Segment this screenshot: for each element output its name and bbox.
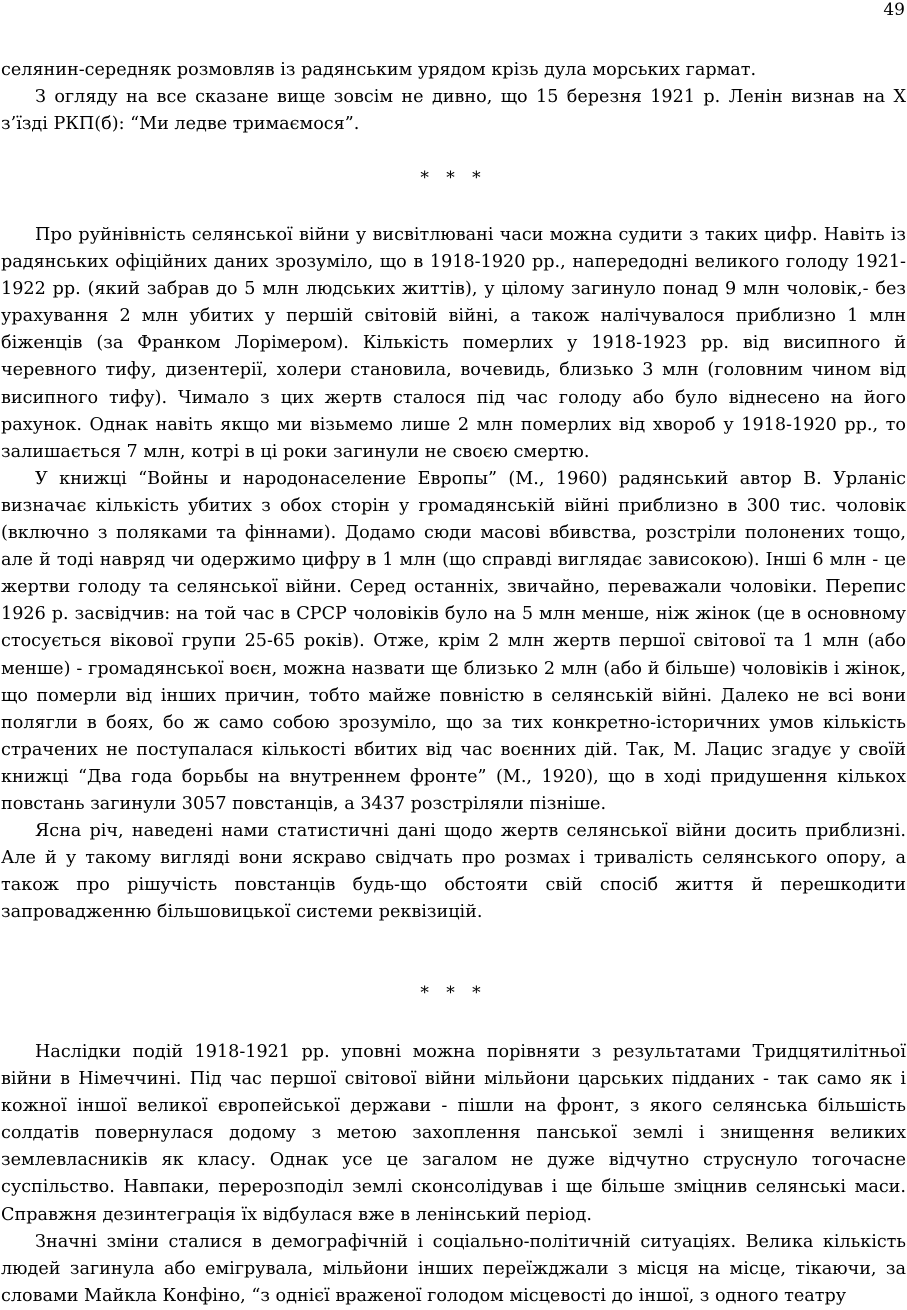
paragraph: У книжці “Войны и народонаселение Европы” (М., 1960) радянський автор В. Урланіс визначає кількість убитих з обох сторін у громадянській війні приблизно в 300 тис. чоловік (включно з поляками та фіннами). Додамо сюди масові вбивства, розстріли полонених тощо, але й тоді навряд чи одержимо цифру в 1 млн (що справді виглядає зависокою). Інші 6 млн - це жертви голоду та селянської війни. Серед останніх, звичайно, переважали чоловіки. Перепис 1926 р. засвідчив: на той час в СРСР чоловіків було на 5 млн менше, ніж жінок (це в основному стосується вікової групи 25-65 років). Отже, крім 2 млн жертв першої світової та 1 млн (або менше) - громадянської воєн, можна назвати ще близько 2 млн (або й більше) чоловіків і жінок, що померли від інших причин, тобто майже повністю в селянській війні. Далеко не всі вони полягли в боях, бо ж само собою зрозуміло, що за тих конкретно-історичних умов кількість страчених не поступалася кількості вбитих від час воєнних дій. Так, М. Лацис згадує у своїй книжці “Два года борьбы на внутреннем фронте” (М., 1920), що в ході придушення кількох повстань загинули 3057 повстанців, а 3437 розстріляли пізніше. xyxy=(1,468,906,814)
text-block-3 xyxy=(1,1039,906,1310)
paragraph: З огляду на все сказане вище зовсім не дивно, що 15 березня 1921 р. Ленін визнав на X з’їзді РКП(б): “Ми ледве тримаємося”. xyxy=(1,87,906,135)
paragraph: Про руйнівність селянської війни у висвітлювані часи можна судити з таких цифр. Навіть із радянських офіційних даних зрозуміло, що в 1918-1920 рр., напередодні великого голоду 1921-1922 рр. (який забрав до 5 млн людських життів), у цілому загинуло понад 9 млн чоловік,- без урахування 2 млн убитих у першій світовій війні, а також налічувалося приблизно 1 млн біженців (за Франком Лорімером). Кількість померлих у 1918-1923 рр. від висипного й черевного тифу, дизентерії, холери становила, вочевидь, близько 3 млн (головним чином від висипного тифу). Чимало з цих жертв сталося під час голоду або було віднесено на його рахунок. Однак навіть якщо ми візьмемо лише 2 млн померлих від хвороб у 1918-1920 рр., то залишається 7 млн, котрі в ці роки загинули не своєю смертю. xyxy=(1,225,906,462)
paragraph: Наслідки подій 1918-1921 рр. уповні можна порівняти з результатами Тридцятилітньої війни в Німеччині. Під час першої світової війни мільйони царських підданих - так само як і кожної іншої великої європейської держави - пішли на фронт, з якого селянська більшість солдатів повернулася додому з метою захоплення панської землі і знищення великих землевласників як класу. Однак усе це загалом не дуже відчутно струснуло тогочасне суспільство. Навпаки, перерозподіл землі сконсолідував і ще більше зміцнив селянські маси. Справжня дезинтеграція їх відбулася вже в ленінський період. xyxy=(1,1042,906,1225)
text-block-2 xyxy=(1,222,906,926)
page-number: 49 xyxy=(883,0,905,20)
section-break: * * * xyxy=(420,168,487,188)
paragraph: Ясна річ, наведені нами статистичні дані щодо жертв селянської війни досить приблизні. Але й у такому вигляді вони яскраво свідчать про розмах і тривалість селянського опору, а також про рішучість повстанців будь-що обстояти свій спосіб життя й перешкодити запровадженню більшовицької системи реквізицій. xyxy=(1,821,906,923)
section-break: * * * xyxy=(420,983,487,1003)
text-block-1 xyxy=(1,57,906,138)
paragraph: Значні зміни сталися в демографічній і соціально-політичній ситуаціях. Велика кількість людей загинула або емігрувала, мільйони інших переїжджали з місця на місце, тікаючи, за словами Майкла Конфіно, “з однієї враженої голодом місцевості до іншої, з одного театру xyxy=(1,1231,906,1306)
paragraph: селянин-середняк розмовляв із радянським урядом крізь дула морських гармат. xyxy=(1,60,757,80)
